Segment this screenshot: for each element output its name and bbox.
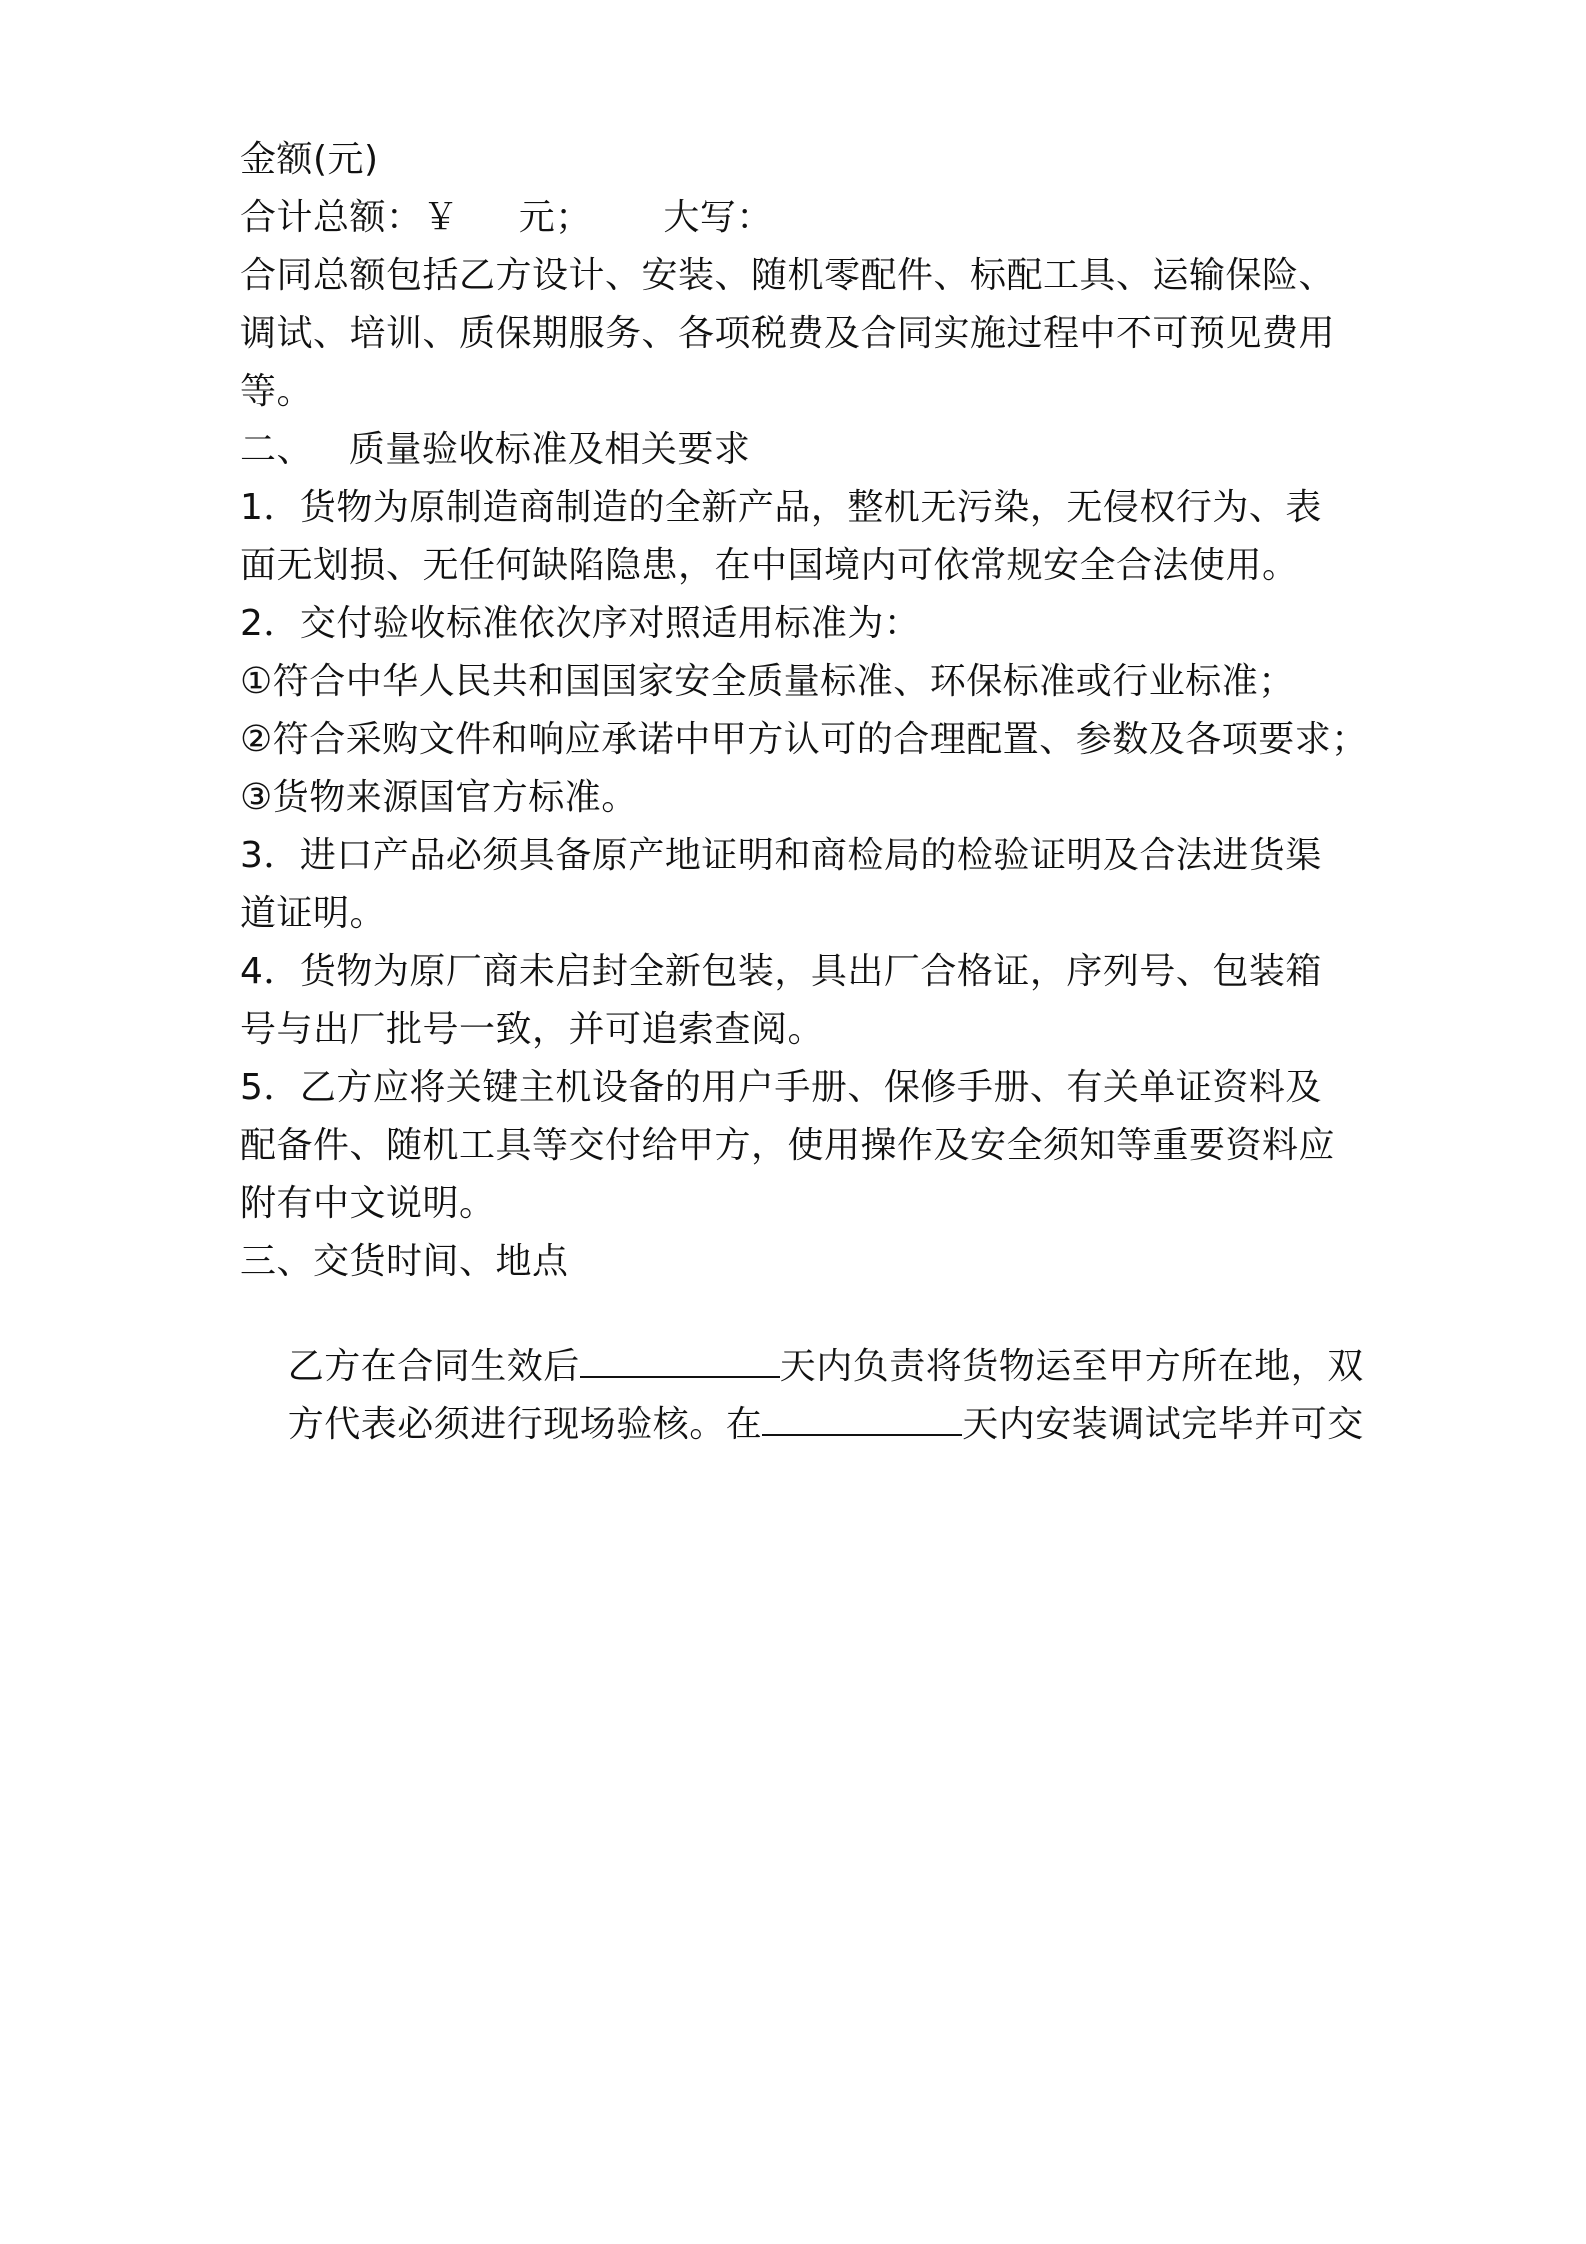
delivery-text: 天内安装调试完毕并可交: [962, 1404, 1364, 1445]
paragraph-line: 合同总额包括乙方设计、安装、随机零配件、标配工具、运输保险、: [240, 255, 1336, 296]
delivery-text: 乙方在合同生效后: [287, 1346, 580, 1387]
clause-5-cont: 附有中文说明。: [240, 1183, 496, 1224]
paragraph-line: 等。: [240, 371, 314, 412]
delivery-text: 方代表必须进行现场验核。在: [287, 1404, 763, 1445]
clause-5: 5．乙方应将关键主机设备的用户手册、保修手册、有关单证资料及: [240, 1067, 1322, 1108]
section-heading-delivery: 三、交货时间、地点: [240, 1241, 569, 1282]
delivery-line-2: [240, 1356, 1364, 1445]
total-amount-line: 合计总额：￥ 元； 大写：: [240, 197, 773, 238]
paragraph-line: 调试、培训、质保期服务、各项税费及合同实施过程中不可预见费用: [240, 313, 1336, 354]
amount-heading: 金额(元): [240, 139, 379, 180]
delivery-line-1: [240, 1298, 1364, 1387]
clause-3: 3．进口产品必须具备原产地证明和商检局的检验证明及合法进货渠: [240, 835, 1322, 876]
clause-4-cont: 号与出厂批号一致，并可追索查阅。: [240, 1009, 825, 1050]
clause-5-cont: 配备件、随机工具等交付给甲方，使用操作及安全须知等重要资料应: [240, 1125, 1336, 1166]
clause-1-cont: 面无划损、无任何缺陷隐患，在中国境内可依常规安全合法使用。: [240, 545, 1299, 586]
section-heading-quality: 二、 质量验收标准及相关要求: [240, 429, 751, 470]
clause-2-item-1: ①符合中华人民共和国国家安全质量标准、环保标准或行业标准；: [240, 661, 1295, 702]
clause-2-item-3: ③货物来源国官方标准。: [240, 777, 638, 818]
delivery-text: 天内负责将货物运至甲方所在地，双: [779, 1346, 1364, 1387]
clause-3-cont: 道证明。: [240, 893, 387, 934]
fill-in-blank: [762, 1400, 962, 1436]
clause-1: 1．货物为原制造商制造的全新产品，整机无污染，无侵权行为、表: [240, 487, 1322, 528]
clause-4: 4．货物为原厂商未启封全新包装，具出厂合格证，序列号、包装箱: [240, 951, 1322, 992]
clause-2-item-2: ②符合采购文件和响应承诺中甲方认可的合理配置、参数及各项要求；: [240, 719, 1368, 760]
clause-2: 2．交付验收标准依次序对照适用标准为：: [240, 603, 921, 644]
